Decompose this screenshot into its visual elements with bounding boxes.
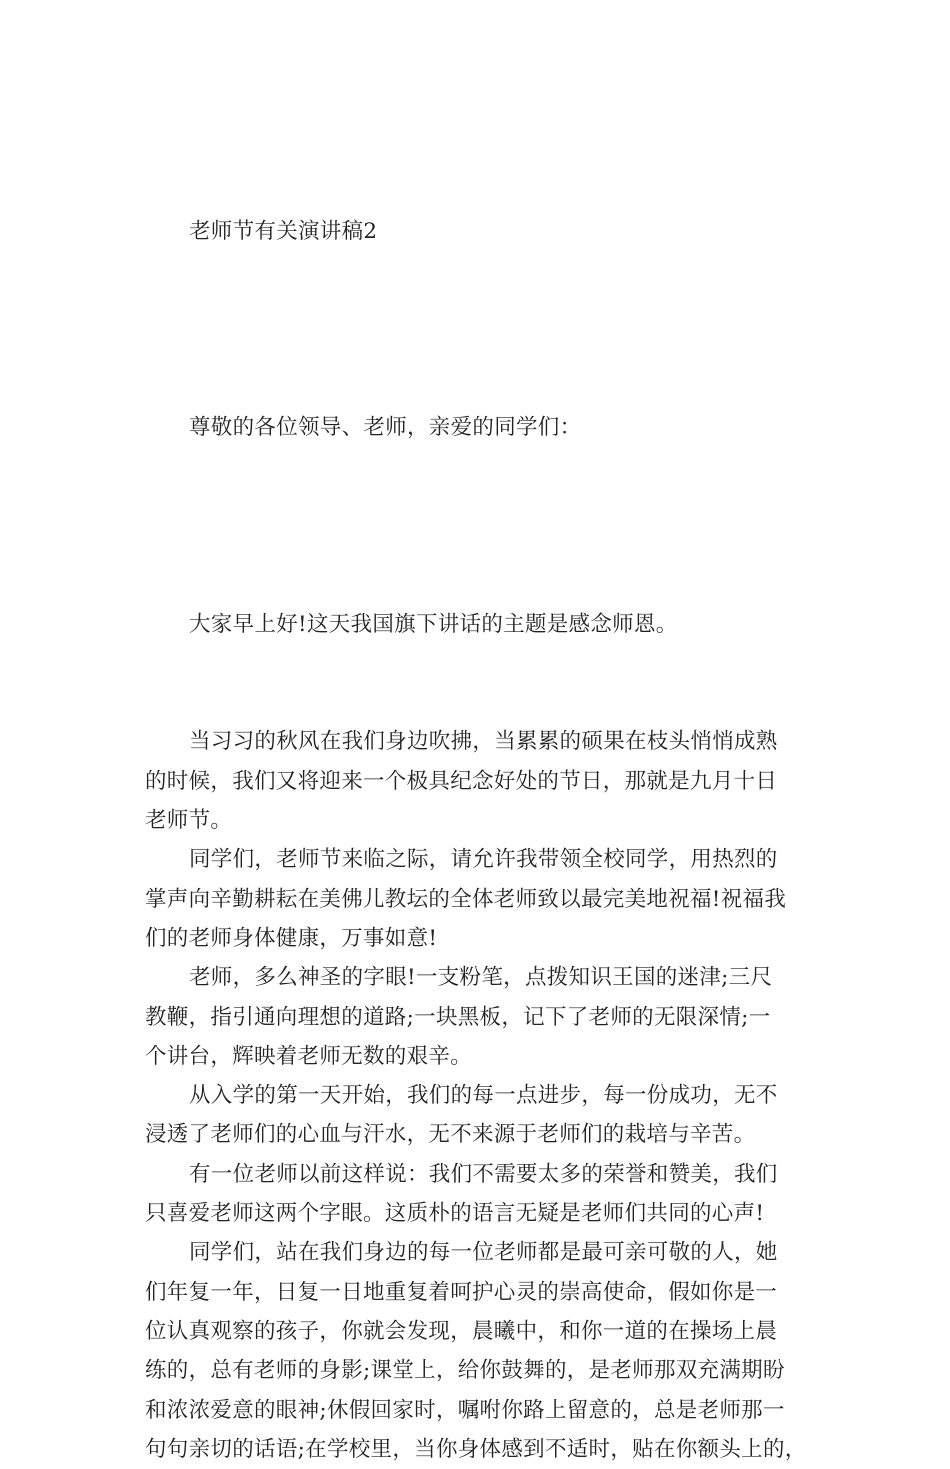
document-title: 老师节有关演讲稿2 [189, 218, 378, 244]
document-body [145, 133, 825, 1469]
paragraph-teachers: 同学们，站在我们身边的每一位老师都是最可亲可敬的人，她 们年复一年，日复一日地重复着呵护心灵的崇高使命，假如你是一 位认真观察的孩子，你就会发现，晨曦中，和你一道的在操场上晨 练的，总有老师的身影;课堂上，给你鼓舞的，是老师那双充满期盼 和浓浓爱意的眼神;休假回家时，嘱咐你路上留意的，总是老师那一 句句亲切的话语;在学校里，当你身体感到不适时，贴在你额头上的， [145, 1240, 807, 1462]
paragraph-blessing: 同学们，老师节来临之际，请允许我带领全校同学，用热烈的 掌声向辛勤耕耘在美佛儿教坛的全体老师致以最完美地祝福!祝福我 们的老师身体健康，万事如意! [145, 847, 787, 951]
paragraph-progress: 从入学的第一天开始，我们的每一点进步，每一份成功，无不 浸透了老师们的心血与汗水，无不来源于老师们的栽培与辛苦。 [145, 1083, 778, 1148]
paragraph-opening: 大家早上好!这天我国旗下讲话的主题是感念师恩。 [189, 611, 678, 637]
paragraph-autumn: 当习习的秋风在我们身边吹拂，当累累的硕果在枝头悄悄成熟 的时候，我们又将迎来一个极具纪念好处的节日，那就是九月十日 老师节。 [145, 729, 778, 834]
paragraph-quote: 有一位老师以前这样说：我们不需要太多的荣誉和赞美，我们 只喜爱老师这两个字眼。这质朴的语言无疑是老师们共同的心声! [145, 1161, 778, 1227]
paragraph-greeting: 尊敬的各位领导、老师，亲爱的同学们： [189, 415, 582, 441]
paragraph-sacred-word: 老师，多么神圣的字眼!一支粉笔，点拨知识王国的迷津;三尺 教鞭，指引通向理想的道路;一块黑板，记下了老师的无限深情;一 个讲台，辉映着老师无数的艰辛。 [145, 965, 773, 1069]
